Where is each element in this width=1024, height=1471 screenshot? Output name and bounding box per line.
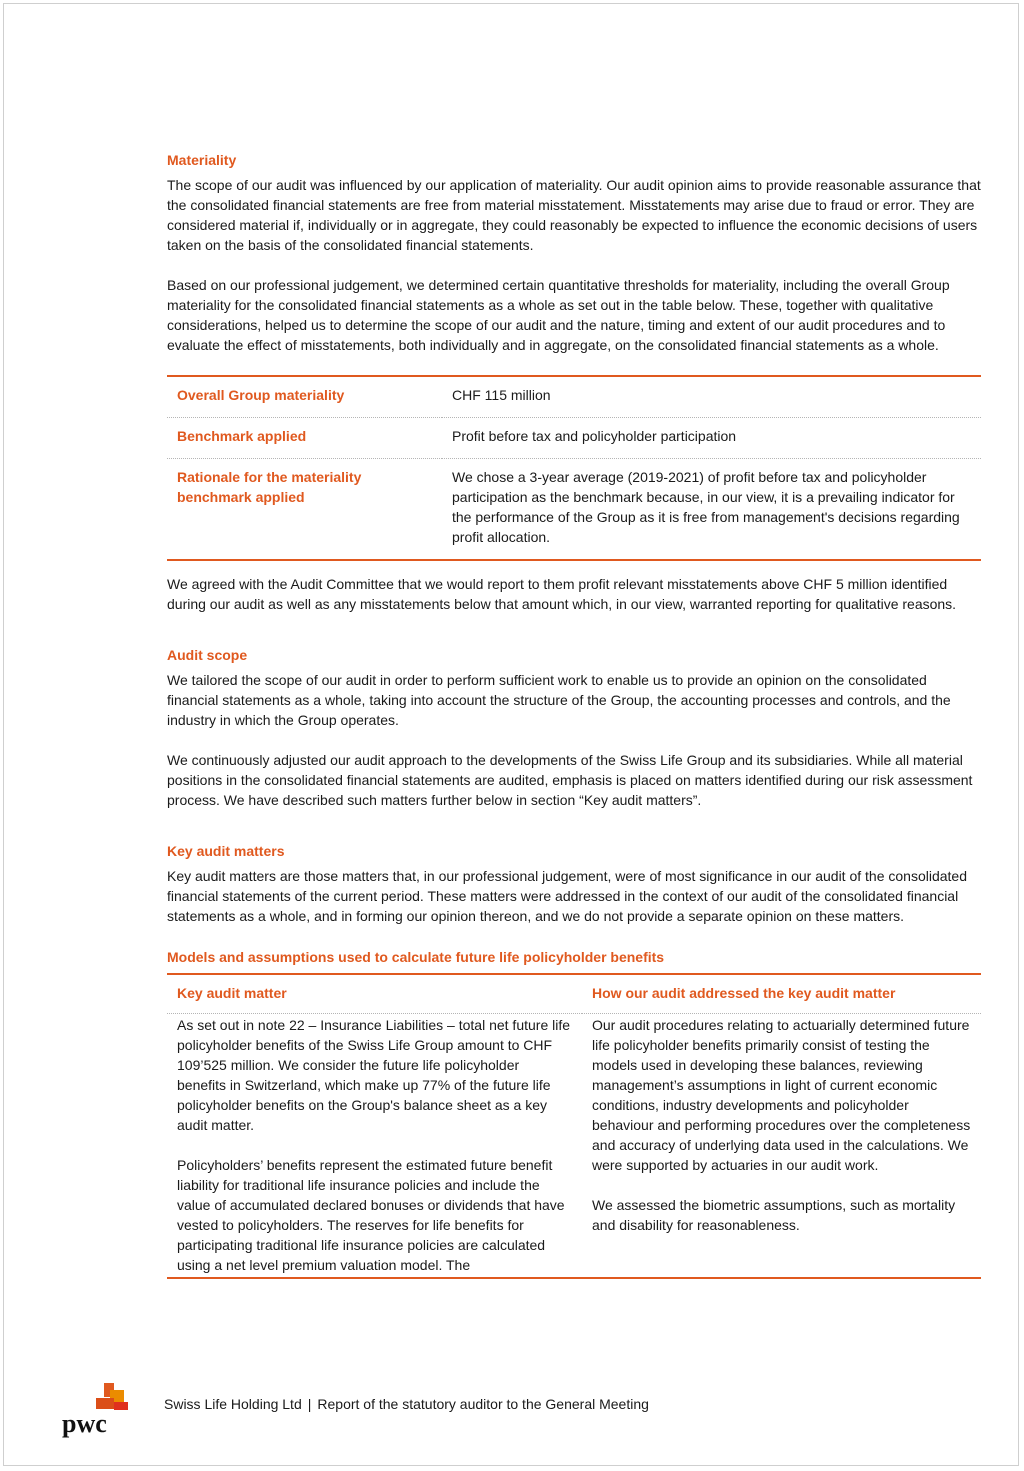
materiality-heading: Materiality <box>167 152 237 168</box>
audit-response-column-header: How our audit addressed the key audit matter <box>582 974 981 1014</box>
kam-right-paragraph-2: We assessed the biometric assumptions, such as mortality and disability for reasonableness. <box>592 1197 956 1233</box>
rationale-label: Rationale for the materiality benchmark applied <box>167 459 442 561</box>
table-header-row <box>167 974 981 1014</box>
audit-scope-paragraph-2: We continuously adjusted our audit approach to the developments of the Swiss Life Group and its subsidiaries. While all material positions in the consolidated financial statements are audited, emphasis is placed on matters identified during our risk assessment process. We have described such matters further below in section “Key audit matters”. <box>167 752 973 808</box>
table-row <box>167 418 981 459</box>
report-content <box>167 150 981 1279</box>
materiality-paragraph-1: The scope of our audit was influenced by our application of materiality. Our audit opinion aims to provide reasonable assurance that the consolidated financial statements are free from material misstatement. Misstatements may arise due to fraud or error. They are considered material if, individually or in aggregate, they could reasonably be expected to influence the economic decisions of users taken on the basis of the consolidated financial statements. <box>167 177 981 253</box>
materiality-paragraph-3: We agreed with the Audit Committee that we would report to them profit relevant misstatements above CHF 5 million identified during our audit as well as any misstatements below that amount which, in our view, warranted reporting for qualitative reasons. <box>167 576 957 612</box>
table-row <box>167 1014 981 1279</box>
footer <box>164 1394 649 1414</box>
footer-separator: | <box>307 1396 312 1412</box>
table-row <box>167 459 981 561</box>
footer-report-title: Report of the statutory auditor to the General Meeting <box>317 1396 649 1412</box>
benchmark-value: Profit before tax and policyholder participation <box>442 418 981 459</box>
audit-scope-paragraph-1: We tailored the scope of our audit in order to perform sufficient work to enable us to provide an opinion on the consolidated financial statements as a whole, taking into account the structure of the Group, the accounting processes and controls, and the industry in which the Group operates. <box>167 672 951 728</box>
materiality-paragraph-2: Based on our professional judgement, we determined certain quantitative thresholds for materiality, including the overall Group materiality for the consolidated financial statements as a whole as set out in the table below. These, together with qualitative considerations, helped us to determine the scope of our audit and the nature, timing and extent of our audit procedures and to evaluate the effect of misstatements, both individually and in aggregate, on the consolidated financial statements as a whole. <box>167 277 950 353</box>
audit-scope-heading: Audit scope <box>167 647 248 663</box>
svg-text:pwc: pwc <box>62 1409 107 1438</box>
materiality-label: Overall Group materiality <box>177 387 345 403</box>
footer-company: Swiss Life Holding Ltd <box>164 1396 302 1412</box>
pwc-logo <box>62 1380 132 1440</box>
kam-subheading: Models and assumptions used to calculate future life policyholder benefits <box>167 949 665 965</box>
table-row <box>167 376 981 418</box>
pwc-logo-graphic <box>62 1380 132 1440</box>
kam-column-header: Key audit matter <box>167 974 582 1014</box>
key-audit-matter-table <box>167 973 981 1279</box>
rationale-value: We chose a 3-year average (2019-2021) of profit before tax and policyholder participation as the benchmark because, in our view, it is a prevailing indicator for the performance of the Group as it is free from management's decisions regarding profit allocation. <box>442 459 981 561</box>
kam-description-cell <box>167 1014 582 1279</box>
benchmark-label: Benchmark applied <box>167 418 442 459</box>
kam-left-paragraph-1: As set out in note 22 – Insurance Liabilities – total net future life policyholder benefits of the Swiss Life Group amount to CHF 109’525 million. We consider the future life policyholder benefits in Switzerland, which make up 77% of the future life policyholder benefits on the Group's balance sheet as a key audit matter. <box>177 1017 571 1133</box>
kam-left-paragraph-2: Policyholders’ benefits represent the estimated future benefit liability for traditional life insurance policies and include the value of accumulated declared bonuses or dividends that have vested to policyholders. The reserves for life benefits for participating traditional life insurance policies are calculated using a net level premium valuation model. The <box>177 1157 565 1273</box>
materiality-value: CHF 115 million <box>452 387 551 403</box>
audit-response-cell <box>582 1014 981 1279</box>
kam-right-paragraph-1: Our audit procedures relating to actuarially determined future life policyholder benefits primarily consist of testing the models used in developing these balances, reviewing management’s assumptions in light of current economic conditions, industry developments and policyholder behaviour and performing procedures over the completeness and accuracy of underlying data used in the calculations. We were supported by actuaries in our audit work. <box>592 1017 971 1173</box>
key-audit-matters-paragraph: Key audit matters are those matters that, in our professional judgement, were of most significance in our audit of the consolidated financial statements of the current period. These matters were addressed in the context of our audit of the consolidated financial statements as a whole, and in forming our opinion thereon, and we do not provide a separate opinion on these matters. <box>167 868 967 924</box>
key-audit-matters-heading: Key audit matters <box>167 843 285 859</box>
materiality-table <box>167 375 981 561</box>
